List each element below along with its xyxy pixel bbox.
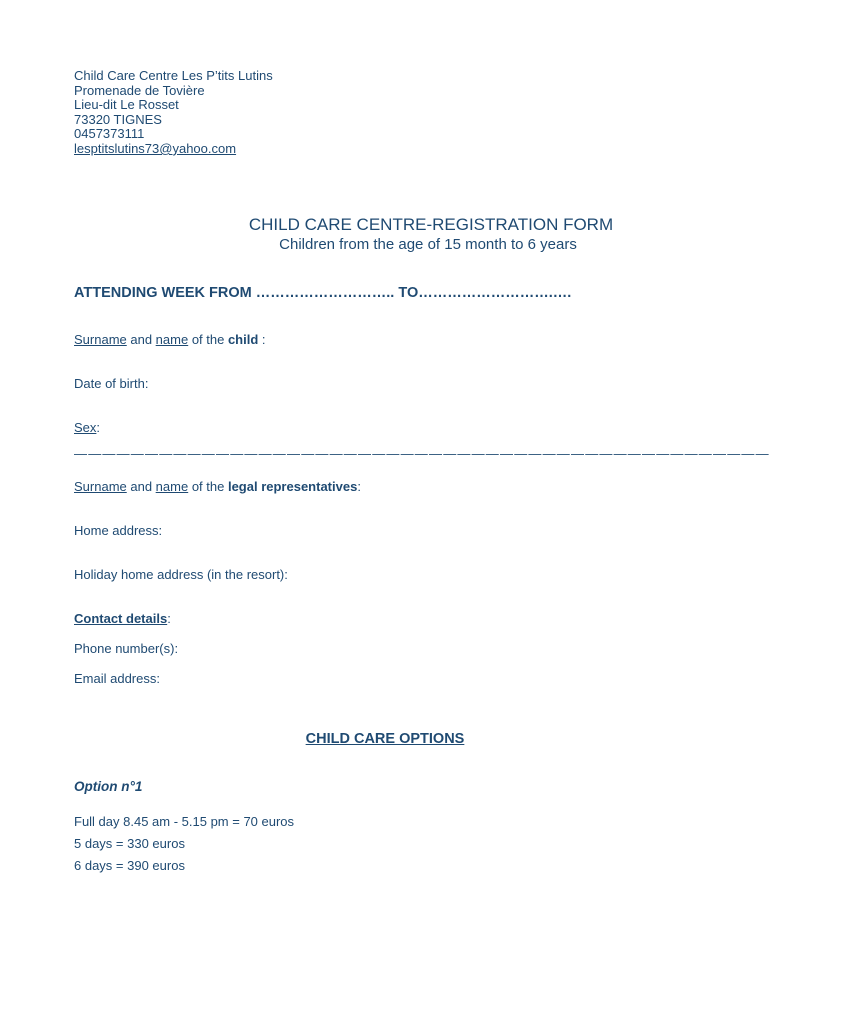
option-1-line: 5 days = 330 euros bbox=[74, 836, 185, 851]
child-of-the: of the bbox=[188, 332, 228, 347]
option-1-title: Option n°1 bbox=[74, 779, 143, 794]
org-name: Child Care Centre Les P’tits Lutins bbox=[74, 68, 273, 83]
rep-name-label: name bbox=[155, 479, 189, 494]
child-name-field bbox=[74, 332, 266, 347]
org-email-link[interactable]: lesptitslutins73@yahoo.com bbox=[74, 140, 237, 156]
rep-bold: legal representatives bbox=[227, 479, 358, 494]
option-1-line: 6 days = 390 euros bbox=[74, 858, 185, 873]
email-field: Email address: bbox=[74, 671, 160, 686]
org-phone: 0457373111 bbox=[74, 126, 145, 142]
org-postcode-city: 73320 TIGNES bbox=[74, 111, 162, 127]
contact-details-label: Contact details bbox=[74, 611, 168, 626]
child-colon: : bbox=[258, 332, 266, 347]
org-street: Promenade de Tovière bbox=[74, 82, 205, 98]
option-1-line: Full day 8.45 am - 5.15 pm = 70 euros bbox=[74, 814, 295, 829]
date-of-birth-field: Date of birth: bbox=[74, 376, 149, 391]
rep-of-the: of the bbox=[188, 479, 228, 494]
form-title: CHILD CARE CENTRE-REGISTRATION FORM bbox=[248, 215, 614, 234]
legal-representatives-field bbox=[74, 479, 361, 494]
separator-line: ————————————————————————————————————————————————— bbox=[74, 446, 770, 461]
rep-colon: : bbox=[357, 479, 361, 494]
contact-details-heading bbox=[74, 611, 171, 626]
sex-label: Sex bbox=[74, 420, 97, 435]
attending-week-line: ATTENDING WEEK FROM ……………………….. TO……………………….…. bbox=[74, 285, 572, 301]
child-name-label: name bbox=[155, 332, 189, 347]
contact-colon: : bbox=[167, 611, 171, 626]
child-and: and bbox=[126, 332, 156, 347]
holiday-address-field: Holiday home address (in the resort): bbox=[74, 567, 288, 582]
org-locality: Lieu-dit Le Rosset bbox=[74, 97, 179, 113]
sex-field bbox=[74, 420, 100, 435]
child-bold: child bbox=[227, 332, 259, 347]
phone-field: Phone number(s): bbox=[74, 641, 179, 656]
sex-colon: : bbox=[96, 420, 101, 435]
child-surname-label: Surname bbox=[74, 332, 127, 347]
rep-surname-label: Surname bbox=[74, 479, 127, 494]
home-address-field: Home address: bbox=[74, 523, 163, 538]
rep-and: and bbox=[126, 479, 156, 494]
organization-header bbox=[74, 69, 273, 157]
child-care-options-heading: CHILD CARE OPTIONS bbox=[305, 731, 465, 747]
form-subtitle: Children from the age of 15 month to 6 years bbox=[279, 236, 577, 253]
